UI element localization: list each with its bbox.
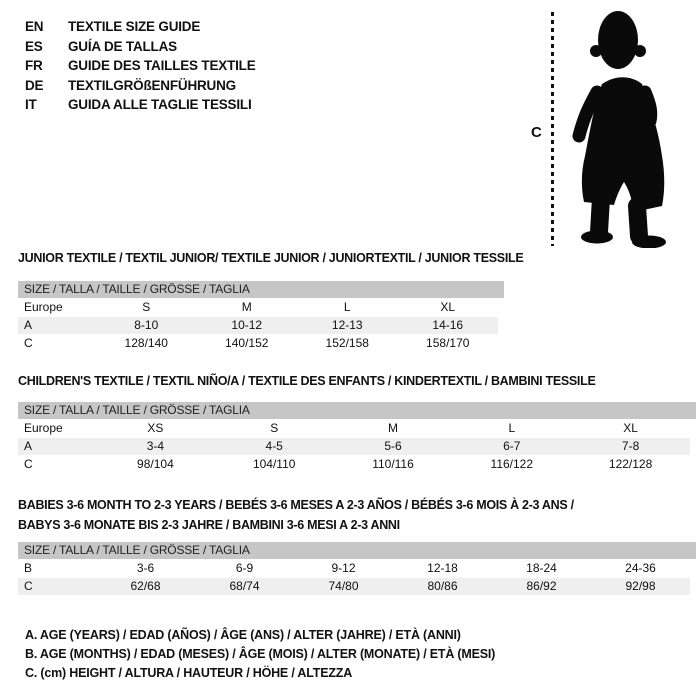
footnote-c: C. (cm) HEIGHT / ALTURA / HAUTEUR / HÖHE / ALTEZZA <box>25 666 353 680</box>
table-cell: 7-8 <box>621 439 640 453</box>
childrens-textile-section <box>18 374 690 474</box>
table-cell: 9-12 <box>331 561 356 575</box>
table-cell: 4-5 <box>265 439 283 453</box>
language-row-de <box>25 76 256 96</box>
table-cell: XL <box>623 421 638 435</box>
table-cell: 104/110 <box>252 457 296 471</box>
table-row <box>18 299 498 316</box>
table-row <box>18 420 690 437</box>
table-cell: 8-10 <box>134 318 159 332</box>
table-cell: 3-6 <box>136 561 155 575</box>
table-cell: 110/116 <box>372 457 414 471</box>
table-cell: L <box>343 300 351 314</box>
legend-footnotes <box>25 626 495 683</box>
row-label: C <box>24 457 33 471</box>
table-cell: S <box>142 300 151 314</box>
table-row <box>18 335 498 352</box>
row-label: A <box>24 318 33 332</box>
size-header-bar: SIZE / TALLA / TAILLE / GRÖSSE / TAGLIA <box>18 542 696 559</box>
table-cell: 10-12 <box>231 318 263 332</box>
table-row <box>18 578 690 595</box>
table-cell: 18-24 <box>526 561 557 575</box>
table-row <box>18 560 690 577</box>
children-size-table <box>18 402 690 473</box>
table-row <box>18 456 690 473</box>
language-code: ES <box>25 38 43 54</box>
row-label: B <box>24 561 33 575</box>
height-measure-figure <box>500 0 700 260</box>
babies-table-title-line2: BABYS 3-6 MONATE BIS 2-3 JAHRE / BAMBINI 3-6 MESI A 2-3 ANNI <box>18 518 400 532</box>
language-row-es <box>25 37 256 57</box>
babies-size-table <box>18 542 690 595</box>
table-cell: S <box>270 421 279 435</box>
children-table-title: CHILDREN'S TEXTILE / TEXTIL NIÑO/A / TEXTILE DES ENFANTS / KINDERTEXTIL / BAMBINI TESSILE <box>18 374 596 388</box>
table-cell: 92/98 <box>625 579 656 593</box>
table-cell: 14-16 <box>432 318 464 332</box>
table-cell: 80/86 <box>427 579 458 593</box>
table-cell: 12-13 <box>331 318 363 332</box>
language-title: GUÍA DE TALLAS <box>68 38 177 54</box>
junior-table-title: JUNIOR TEXTILE / TEXTIL JUNIOR/ TEXTILE JUNIOR / JUNIORTEXTIL / JUNIOR TESSILE <box>18 251 524 265</box>
toddler-silhouette-icon <box>570 6 674 248</box>
table-cell: L <box>508 421 516 435</box>
babies-table-title-line1: BABIES 3-6 MONTH TO 2-3 YEARS / BEBÉS 3-6 MESES A 2-3 AÑOS / BÉBÉS 3-6 MOIS À 2-3 ANS / <box>18 498 574 512</box>
table-cell: 98/104 <box>137 457 174 471</box>
language-row-en <box>25 17 256 37</box>
junior-textile-section <box>18 251 523 353</box>
height-measure-dashed-line <box>551 12 554 246</box>
language-code: IT <box>25 97 37 112</box>
table-cell: XS <box>147 421 164 435</box>
table-cell: 122/128 <box>608 457 653 471</box>
row-label: A <box>24 439 33 453</box>
height-measure-label-c: C <box>531 124 542 141</box>
size-header-bar: SIZE / TALLA / TAILLE / GRÖSSE / TAGLIA <box>18 402 696 419</box>
language-title: TEXTILGRÖßENFÜHRUNG <box>68 77 236 93</box>
table-cell: 62/68 <box>130 579 161 593</box>
table-cell: 158/170 <box>426 336 470 350</box>
table-cell: M <box>241 300 252 314</box>
footnote-b: B. AGE (MONTHS) / EDAD (MESES) / ÂGE (MOIS) / ALTER (MONATE) / ETÀ (MESI) <box>25 647 496 661</box>
row-label: Europe <box>24 300 63 314</box>
table-cell: 128/140 <box>124 336 168 350</box>
footnote-a: A. AGE (YEARS) / EDAD (AÑOS) / ÂGE (ANS) / ALTER (JAHRE) / ETÀ (ANNI) <box>25 628 461 642</box>
table-cell: 116/122 <box>490 457 534 471</box>
table-cell: XL <box>440 300 456 314</box>
language-row-it <box>25 95 256 115</box>
language-title: GUIDA ALLE TAGLIE TESSILI <box>68 97 252 112</box>
table-row <box>18 317 498 334</box>
table-cell: 3-4 <box>146 439 165 453</box>
table-cell: 12-18 <box>427 561 458 575</box>
language-title: TEXTILE SIZE GUIDE <box>68 19 201 34</box>
table-cell: 140/152 <box>225 336 269 350</box>
table-cell: 24-36 <box>625 561 656 575</box>
table-cell: 152/158 <box>325 336 369 350</box>
language-code: DE <box>25 77 44 93</box>
table-cell: 86/92 <box>526 579 557 593</box>
row-label: Europe <box>24 421 63 435</box>
table-cell: 68/74 <box>229 579 260 593</box>
table-cell: M <box>387 421 398 435</box>
row-label: C <box>24 579 33 593</box>
babies-table-title <box>18 495 690 535</box>
language-code: FR <box>25 58 43 73</box>
language-code: EN <box>25 19 44 34</box>
language-title-list <box>25 17 256 115</box>
table-cell: 6-7 <box>503 439 521 453</box>
language-row-fr <box>25 56 256 76</box>
table-cell: 6-9 <box>235 561 254 575</box>
table-cell: 74/80 <box>328 579 359 593</box>
junior-size-table <box>18 281 498 352</box>
row-label: C <box>24 336 33 350</box>
language-title: GUIDE DES TAILLES TEXTILE <box>68 58 256 73</box>
babies-textile-section <box>18 495 690 596</box>
size-header-bar: SIZE / TALLA / TAILLE / GRÖSSE / TAGLIA <box>18 281 504 298</box>
table-row <box>18 438 690 455</box>
table-cell: 5-6 <box>384 439 402 453</box>
